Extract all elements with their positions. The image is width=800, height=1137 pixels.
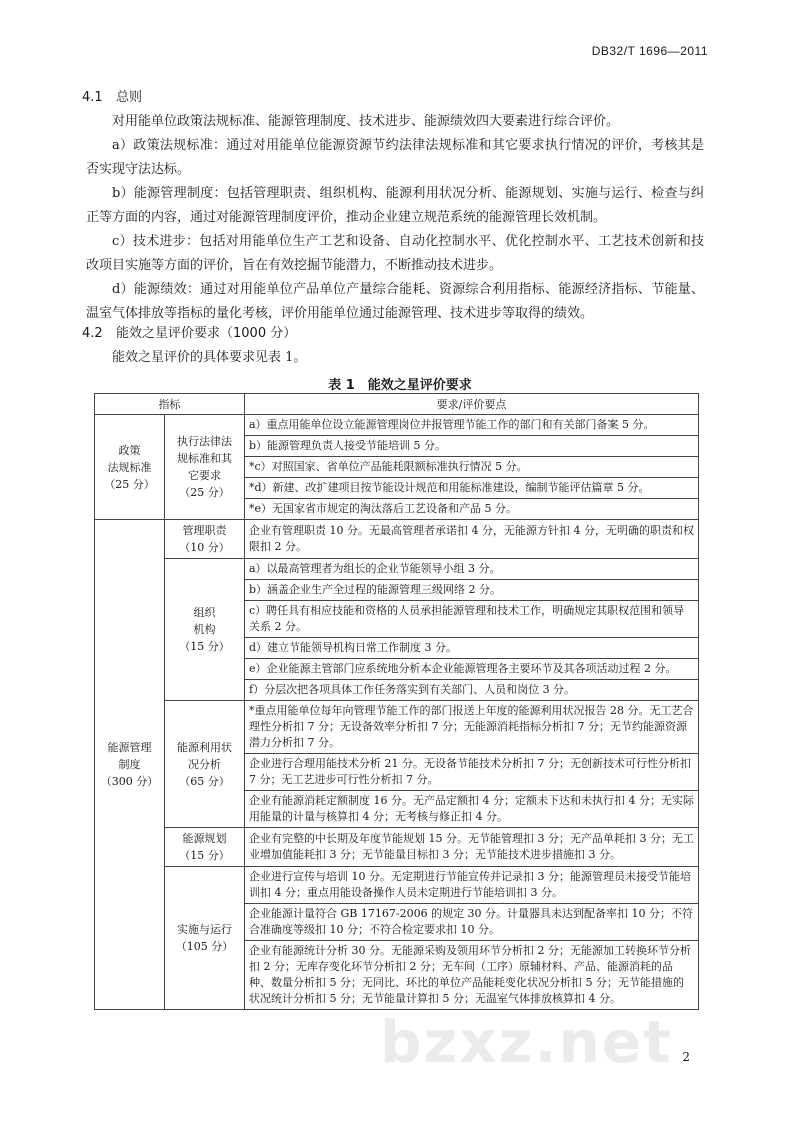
section-number: 4.1 [82,90,103,105]
table-title: 表 1 能效之星评价要求 [328,378,472,393]
table-header-row [95,394,699,415]
requirement-item: d）建立节能领导机构日常工作制度 3 分。 [245,638,699,659]
secondary-indicator: 管理职责 （10 分） [165,520,245,559]
requirement-item: *e）无国家省市规定的淘汰落后工艺设备和产品 5 分。 [245,499,699,520]
requirement-item: c）聘任具有相应技能和资格的人员承担能源管理和技术工作，明确规定其职权范围和领导关系 2 分。 [245,601,699,638]
requirement-item: f）分层次把各项具体工作任务落实到有关部门、人员和岗位 3 分。 [245,680,699,701]
paragraph: b）能源管理制度：包括管理职责、组织机构、能源利用状况分析、能源规划、实施与运行、检查与纠正等方面的内容，通过对能源管理制度评价，推动企业建立规范系统的能源管理长效机制。 [86,186,704,225]
header-requirements: 要求/评价要点 [245,394,699,415]
requirement-item: e）企业能源主管部门应系统地分析本企业能源管理各主要环节及其各项活动过程 2 分。 [245,659,699,680]
table-row [95,520,699,559]
requirement-item: a）以最高管理者为组长的企业节能领导小组 3 分。 [245,559,699,580]
section-title: 能效之星评价要求（1000 分） [116,326,297,341]
requirement-item: 企业进行宣传与培训 10 分。无定期进行节能宣传并记录扣 3 分；能源管理员未接受节能培训扣 4 分；重点用能设备操作人员未定期进行节能培训扣 3 分。 [245,867,699,904]
requirement-item: 企业有能源统计分析 30 分。无能源采购及领用环节分析扣 2 分；无能源加工转换环节分析扣 2 分；无库存变化环节分析扣 2 分；无车间（工序）原辅材料、产品、能源消耗的品种、数量分析扣 5 分；无同比、环比的单位产品能耗变化状况分析扣 5 分；无节能措施的状况统计分析扣 5 分；无节能量计算扣 5 分；无温室气体排放核算扣 4 分。 [245,941,699,1010]
requirement-item: a）重点用能单位设立能源管理岗位并报管理节能工作的部门和有关部门备案 5 分。 [245,415,699,436]
secondary-indicator: 能源利用状 况分析 （65 分） [165,701,245,828]
section-heading-4-1 [82,86,142,105]
secondary-indicator: 组织 机构 （15 分） [165,559,245,701]
page-number: 2 [682,1050,690,1064]
requirement-item: 企业能源计量符合 GB 17167-2006 的规定 30 分。计量器具未达到配备率扣 10 分；不符合准确度等级扣 10 分；不符合检定要求扣 10 分。 [245,904,699,941]
requirement-item: *c）对照国家、省单位产品能耗限额标准执行情况 5 分。 [245,457,699,478]
section-number: 4.2 [82,326,103,341]
secondary-indicator: 能源规划 （15 分） [165,828,245,867]
requirement-item: 企业有管理职责 10 分。无最高管理者承诺扣 4 分，无能源方针扣 4 分，无明确的职责和权限扣 2 分。 [245,520,699,559]
table-reference-paragraph: 能效之星评价的具体要求见表 1。 [112,350,307,365]
secondary-indicator: 实施与运行 （105 分） [165,867,245,1010]
evaluation-table [94,393,699,1010]
section-heading-4-2 [82,322,296,341]
table-row [95,828,699,867]
table-row [95,701,699,754]
paragraph: d）能源绩效：通过对用能单位产品单位产量综合能耗、资源综合利用指标、能源经济指标、节能量、温室气体排放等指标的量化考核，评价用能单位通过能源管理、技术进步等取得的绩效。 [86,282,704,321]
requirement-item: b）能源管理负责人接受节能培训 5 分。 [245,436,699,457]
paragraph: c）技术进步：包括对用能单位生产工艺和设备、自动化控制水平、优化控制水平、工艺技术创新和技改项目实施等方面的评价，旨在有效挖掘节能潜力，不断推动技术进步。 [86,234,704,273]
table-row [95,867,699,904]
table-row [95,415,699,436]
header-indicator: 指标 [95,394,245,415]
requirement-item: *d）新建、改扩建项目按节能设计规范和用能标准建设，编制节能评估篇章 5 分。 [245,478,699,499]
section-title: 总则 [116,90,143,105]
primary-indicator: 政策 法规标准 （25 分） [95,415,165,520]
requirement-item: 企业有完整的中长期及年度节能规划 15 分。无节能管理扣 3 分；无产品单耗扣 3 分；无工业增加值能耗扣 3 分；无节能量目标扣 3 分；无节能技术进步措施扣 3 分。 [245,828,699,867]
paragraph: 对用能单位政策法规标准、能源管理制度、技术进步、能源绩效四大要素进行综合评价。 [112,114,620,129]
requirement-item: b）涵盖企业生产全过程的能源管理三级网络 2 分。 [245,580,699,601]
secondary-indicator: 执行法律法 规标准和其 它要求 （25 分） [165,415,245,520]
requirement-item: *重点用能单位每年向管理节能工作的部门报送上年度的能源利用状况报告 28 分。无工艺合理性分析扣 7 分；无设备效率分析扣 7 分；无能源消耗指标分析扣 7 分；无节约能源资源潜力分析扣 7 分。 [245,701,699,754]
requirement-item: 企业进行合理用能技术分析 21 分。无设备节能技术分析扣 7 分；无创新技术可行性分析扣 7 分；无工艺进步可行性分析扣 7 分。 [245,754,699,791]
standard-code: DB32/T 1696—2011 [591,44,708,58]
primary-indicator: 能源管理 制度 （300 分） [95,520,165,1010]
watermark: bzxz.net [380,1008,673,1076]
table-row [95,559,699,580]
requirement-item: 企业有能源消耗定额制度 16 分。无产品定额扣 4 分；定额未下达和未执行扣 4 分；无实际用能量的计量与核算扣 4 分；无考核与修正扣 4 分。 [245,791,699,828]
paragraph: a）政策法规标准：通过对用能单位能源资源节约法律法规标准和其它要求执行情况的评价，考核其是否实现守法达标。 [86,138,704,177]
